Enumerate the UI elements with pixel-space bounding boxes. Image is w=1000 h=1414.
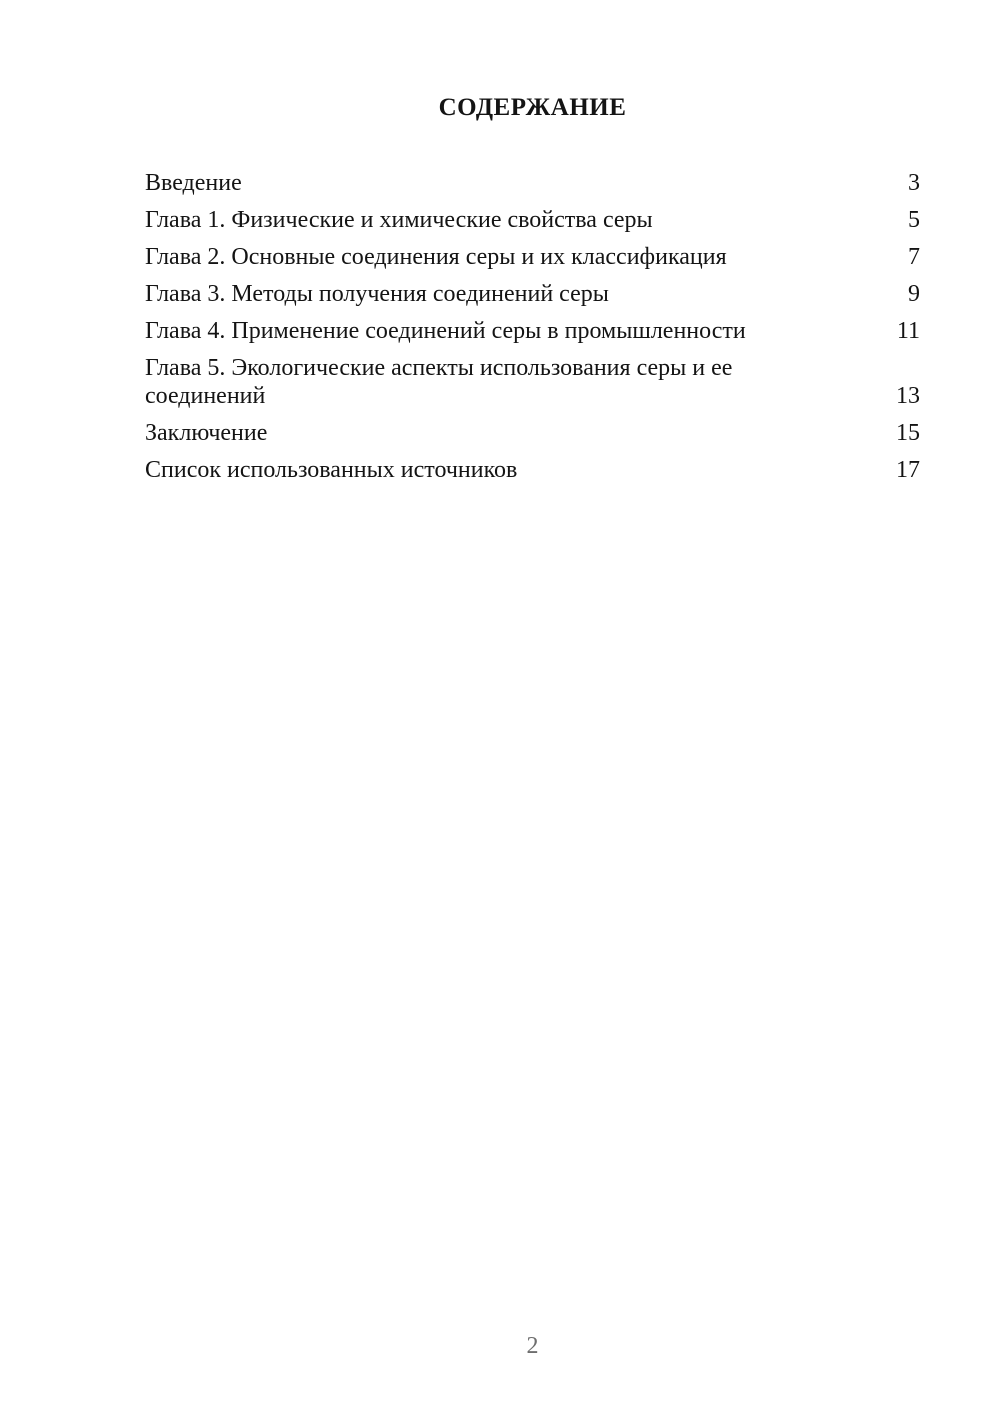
toc-entry-page-number: 11: [896, 318, 920, 344]
footer-page-number: 2: [526, 1333, 539, 1359]
toc-entry-page-number: 5: [908, 207, 920, 233]
toc-entry-page-number: 15: [896, 420, 920, 446]
page-title: СОДЕРЖАНИЕ: [438, 94, 627, 121]
toc-entry-page-number: 17: [896, 457, 920, 483]
toc-entry-label: Глава 4. Применение соединений серы в промышленности: [145, 318, 746, 344]
toc-entry: [145, 456, 920, 484]
toc-entry: [145, 243, 920, 271]
toc-entry-label: Глава 1. Физические и химические свойства серы: [145, 207, 653, 233]
toc-entry: [145, 419, 920, 447]
toc-entry-page-number: 7: [908, 244, 920, 270]
toc-entry: [145, 280, 920, 308]
toc-entry-label: Заключение: [145, 420, 268, 446]
table-of-contents: [145, 169, 920, 484]
toc-entry: [145, 317, 920, 345]
toc-entry-page-number: 13: [896, 383, 920, 409]
toc-entry: [145, 206, 920, 234]
toc-entry: [145, 169, 920, 197]
toc-entry-label: Список использованных источников: [145, 457, 518, 483]
toc-entry-label: Глава 5. Экологические аспекты использования серы и ее соединений: [145, 355, 733, 409]
content-area: [145, 93, 920, 484]
toc-entry-label: Введение: [145, 170, 242, 196]
toc-entry: [145, 354, 920, 410]
toc-entry-page-number: 3: [908, 170, 920, 196]
toc-entry-label: Глава 3. Методы получения соединений серы: [145, 281, 609, 307]
toc-entry-label: Глава 2. Основные соединения серы и их классификация: [145, 244, 727, 270]
toc-entry-page-number: 9: [908, 281, 920, 307]
